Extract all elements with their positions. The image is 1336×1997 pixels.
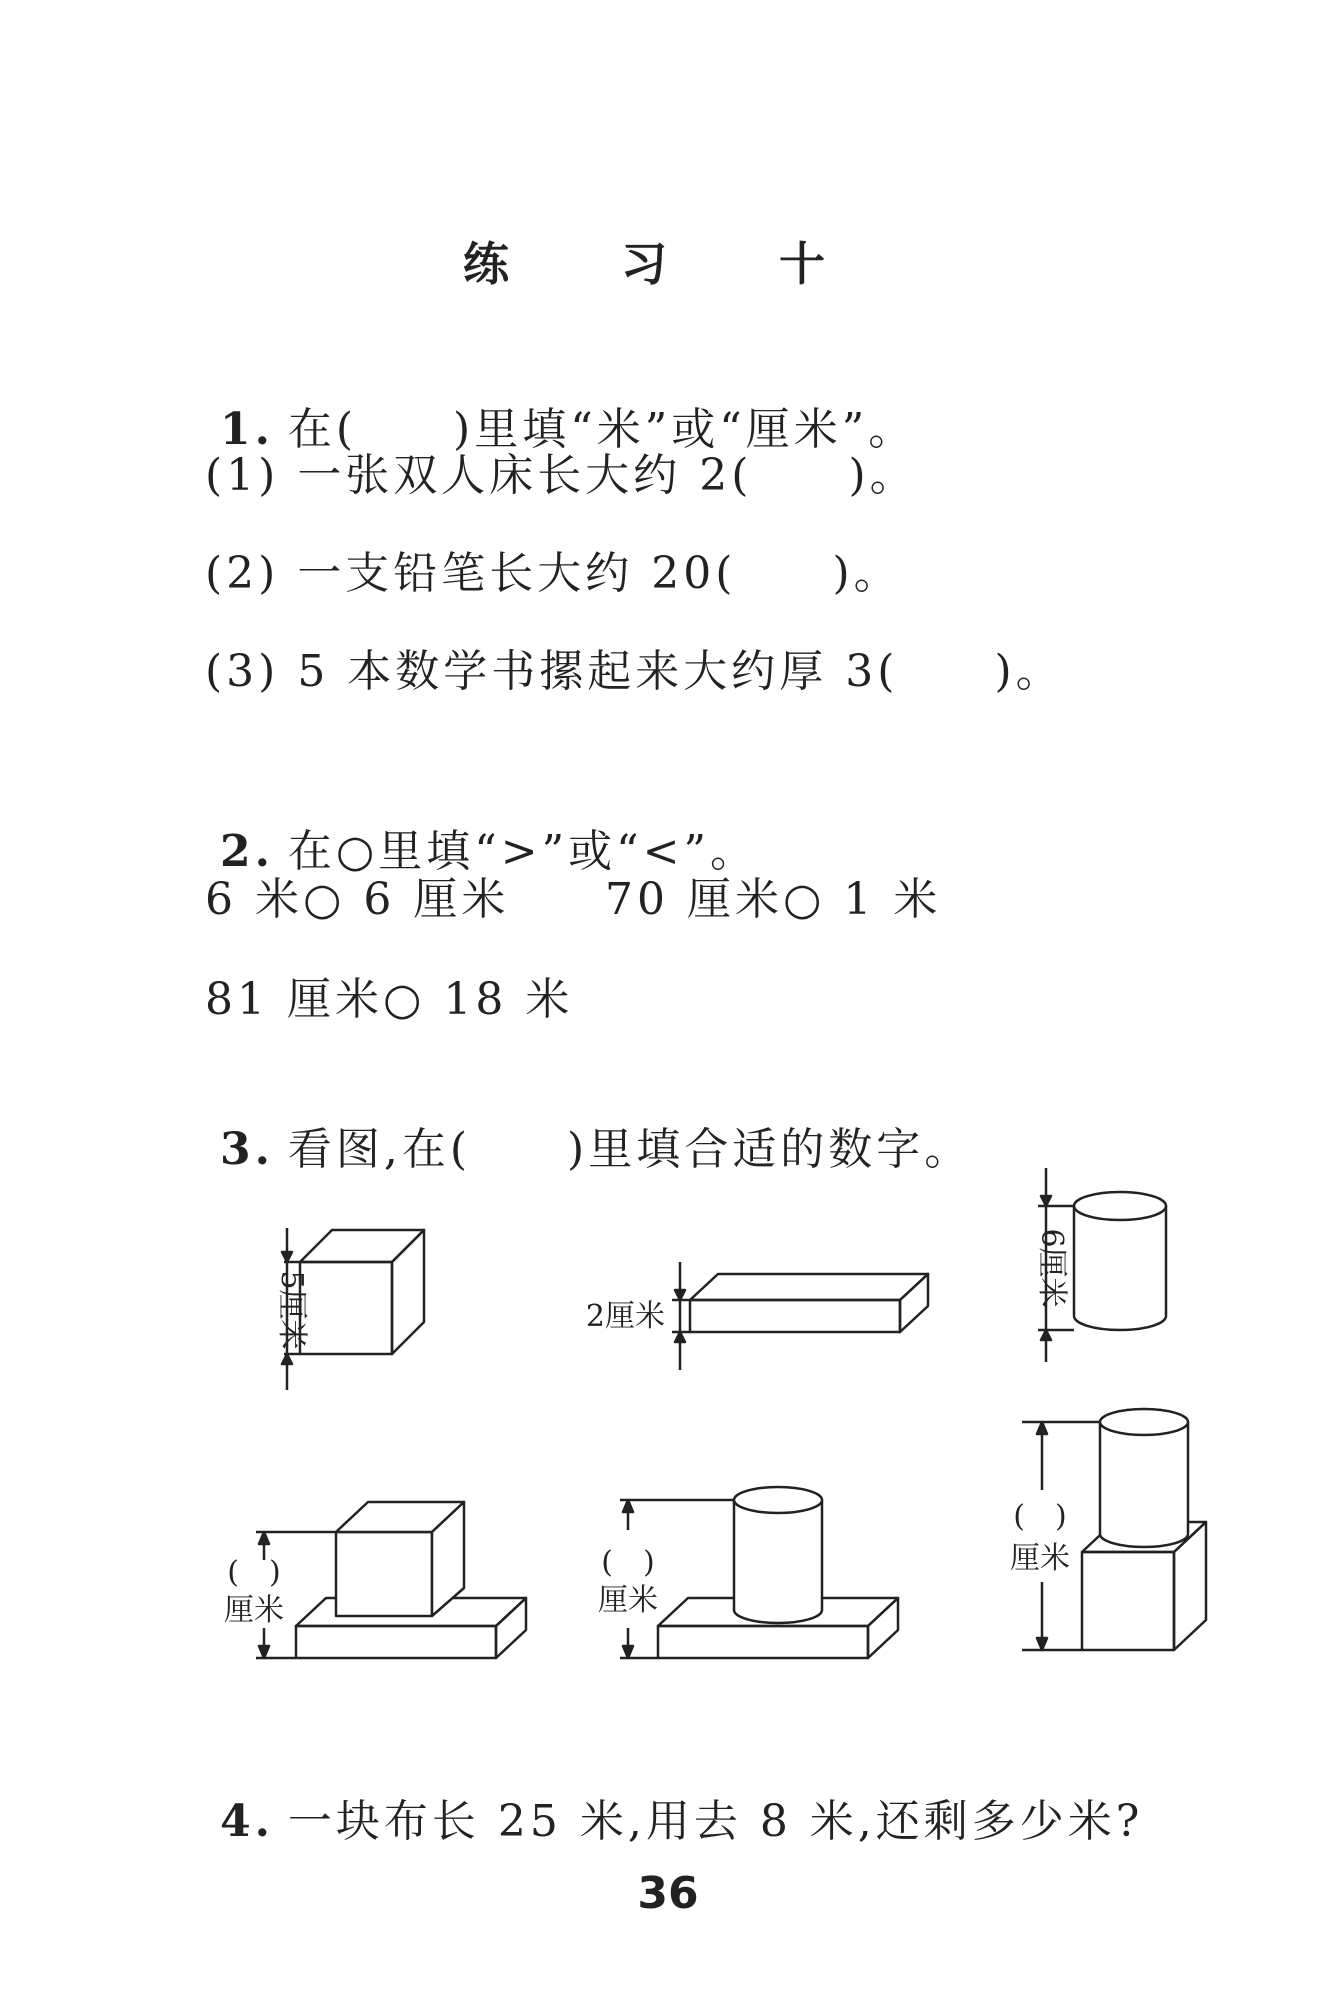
question-2-number: 2. <box>219 826 274 877</box>
cube-side <box>392 1230 424 1354</box>
arrow-up-icon <box>1041 1330 1051 1340</box>
question-4-number: 4. <box>219 1796 274 1847</box>
slab-side <box>868 1598 898 1658</box>
cylinder-top <box>1074 1192 1166 1220</box>
arrow-up-icon <box>282 1354 292 1364</box>
cube-front <box>336 1532 432 1616</box>
answer-unit-label: 厘米 <box>598 1583 658 1618</box>
question-3-prompt: 看图,在( )里填合适的数字。 <box>287 1124 973 1175</box>
slab-side <box>496 1598 526 1658</box>
cylinder-bottom <box>1074 1316 1166 1330</box>
answer-unit-label: 厘米 <box>224 1593 284 1628</box>
figure-cylinder-on-cube <box>1010 1409 1206 1650</box>
slab-front <box>658 1626 868 1658</box>
slab-side <box>900 1274 928 1332</box>
figure-cube <box>274 1228 424 1390</box>
cube-front <box>1082 1552 1174 1650</box>
slab-front <box>296 1626 496 1658</box>
figure-cube-on-slab <box>224 1502 526 1658</box>
cylinder-top <box>734 1487 822 1513</box>
question-2-prompt: 在○里填“>”或“<”。 <box>287 826 758 877</box>
question-1-item-3: (3) 5 本数学书摞起来大约厚 3( )。 <box>205 646 1064 697</box>
figure-cylinder <box>1034 1168 1166 1362</box>
figure-cylinder-on-slab <box>598 1487 898 1658</box>
arrow-up-icon <box>259 1532 269 1544</box>
arrow-up-icon <box>623 1500 633 1512</box>
cube-top <box>300 1230 424 1262</box>
arrow-down-icon <box>1037 1638 1047 1650</box>
question-3-number: 3. <box>219 1124 274 1175</box>
figure-slab <box>586 1262 928 1370</box>
page-title: 练 习 十 <box>462 237 874 291</box>
arrow-down-icon <box>259 1646 269 1658</box>
question-1-number: 1. <box>219 404 274 455</box>
cube-front <box>300 1262 392 1354</box>
answer-unit-label: 厘米 <box>1010 1541 1070 1576</box>
arrow-down-icon <box>623 1646 633 1658</box>
question-4-prompt: 一块布长 25 米,用去 8 米,还剩多少米? <box>287 1796 1144 1847</box>
answer-blank-paren: ( ) <box>1013 1499 1067 1534</box>
arrow-up-icon <box>675 1332 685 1342</box>
question-2-compare-1: 6 米○ 6 厘米 <box>205 874 510 925</box>
question-2-compare-2: 70 厘米○ 1 米 <box>605 874 942 925</box>
question-2-compare-3: 81 厘米○ 18 米 <box>205 974 574 1025</box>
question-1-item-2: (2) 一支铅笔长大约 20( )。 <box>205 548 902 599</box>
question-1-prompt: 在( )里填“米”或“厘米”。 <box>287 404 917 455</box>
cube-height-label: 5厘米 <box>274 1270 309 1350</box>
cylinder-body <box>1100 1422 1188 1547</box>
answer-blank-paren: ( ) <box>227 1555 281 1590</box>
arrow-up-icon <box>1037 1422 1047 1434</box>
page-number: 36 <box>637 1868 699 1919</box>
arrow-down-icon <box>282 1252 292 1262</box>
cylinder-body <box>734 1500 822 1623</box>
slab-height-label: 2厘米 <box>585 1299 665 1334</box>
arrow-down-icon <box>1041 1196 1051 1206</box>
answer-blank-paren: ( ) <box>601 1545 655 1580</box>
question-1-item-1: (1) 一张双人床长大约 2( )。 <box>205 450 918 501</box>
slab-front <box>690 1300 900 1332</box>
arrow-down-icon <box>675 1290 685 1300</box>
cylinder-top <box>1100 1409 1188 1435</box>
slab-top <box>690 1274 928 1300</box>
cylinder-height-label: 6厘米 <box>1034 1228 1069 1308</box>
